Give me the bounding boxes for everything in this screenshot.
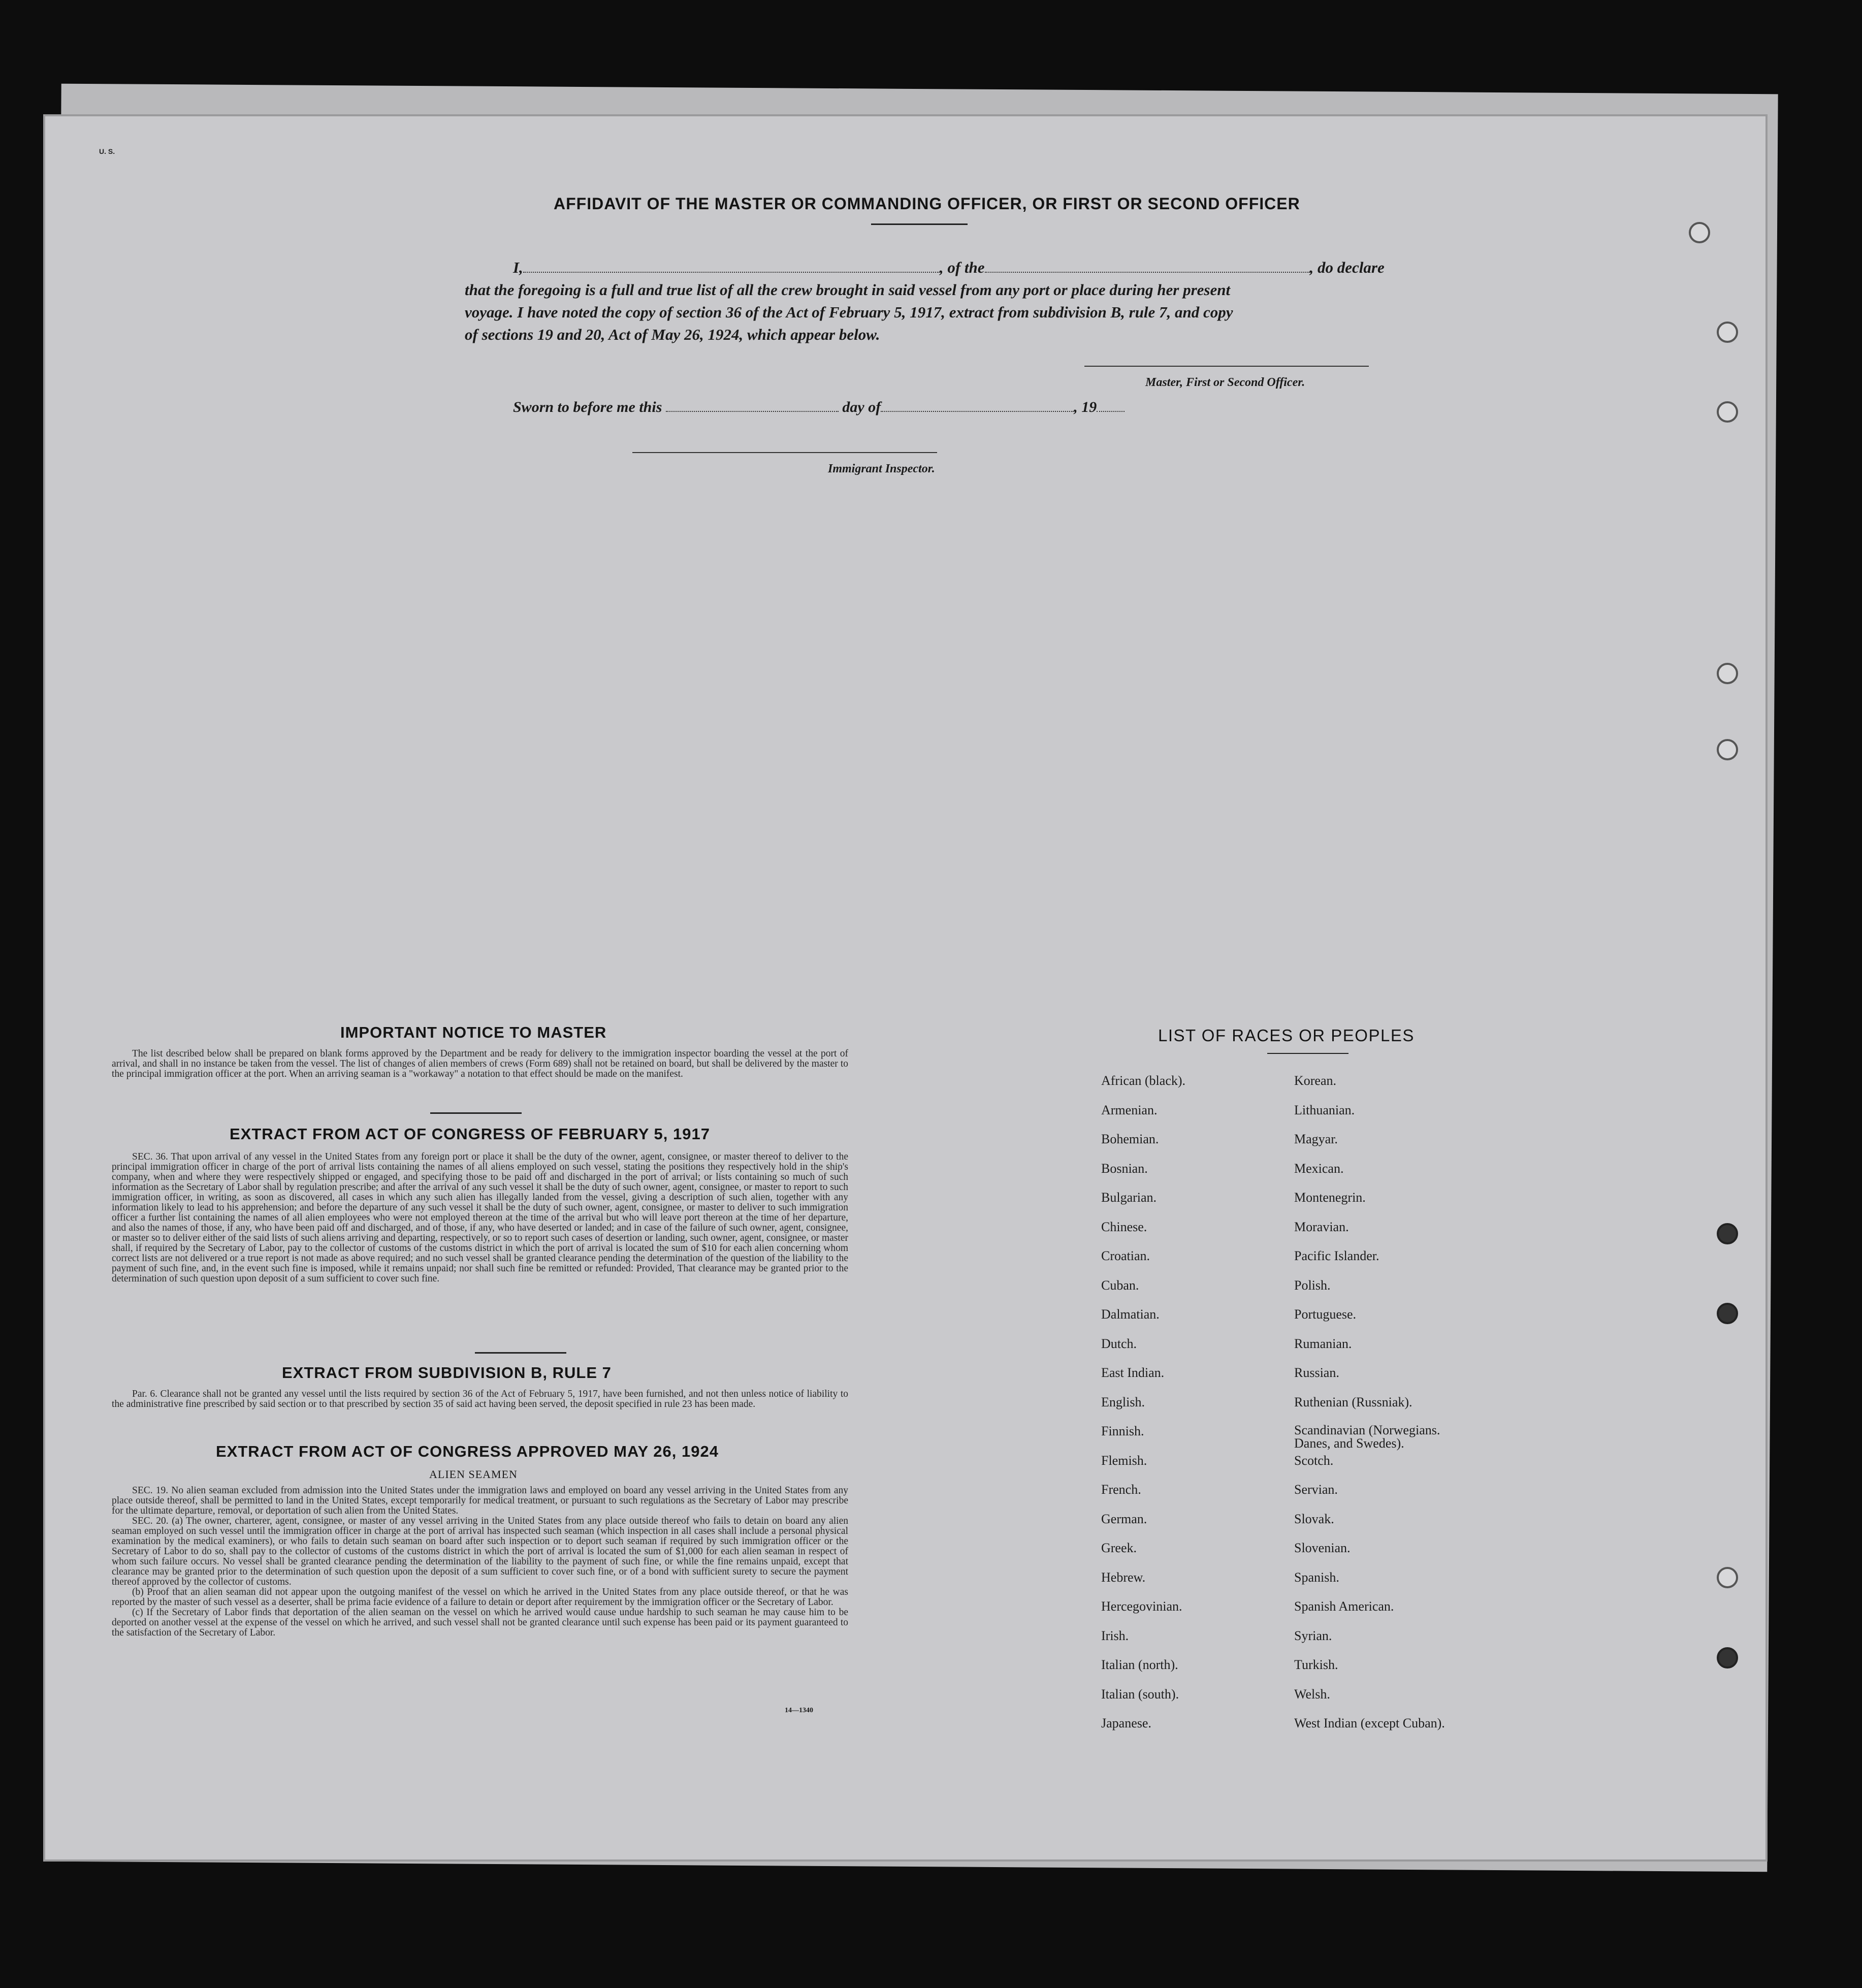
extract-1917-title: EXTRACT FROM ACT OF CONGRESS OF FEBRUARY 5, 1917 — [230, 1125, 710, 1143]
extract-1924-title: EXTRACT FROM ACT OF CONGRESS APPROVED MAY 26, 1924 — [216, 1442, 719, 1460]
sec20a-paragraph: SEC. 20. (a) The owner, charterer, agent, consignee, or master of any vessel arriving in the United States from any place outside thereof who fails to detain on board any alien seaman employed on such vessel until the immigration officer in charge at the port of arrival has inspected such seaman (which inspection in all cases shall include a personal physical examination by the medical examiners), or who fails to detain such seaman on board after such inspection or to deport such seaman if required by such immigration officer or the Secretary of Labor to do so, shall pay to the collector of customs of the customs district in which the port of arrival is located the sum of $1,000 for each alien seaman in respect of whom such failure occurs. No vessel shall be granted clearance pending the determination of the liability to the payment of such fine, or while the fine remains unpaid, except that clearance may be granted prior to the determination of such question upon the deposit of a sum sufficient to cover such fine, or of a bond with sufficient surety to secure the payment thereof approved by the collector of customs. — [112, 1516, 848, 1587]
race-item: Syrian. — [1294, 1628, 1332, 1643]
punch-hole — [1717, 401, 1738, 423]
race-item: Cuban. — [1101, 1277, 1139, 1293]
master-name-field[interactable] — [523, 272, 940, 273]
race-item: Slovenian. — [1294, 1541, 1351, 1555]
race-item: Japanese. — [1101, 1716, 1151, 1730]
race-item: French. — [1101, 1482, 1141, 1497]
race-item: Finnish. — [1101, 1424, 1144, 1438]
race-item: Bulgarian. — [1101, 1190, 1157, 1205]
affidavit-i: I, — [513, 259, 523, 276]
race-item: Turkish. — [1294, 1657, 1338, 1672]
race-item: East Indian. — [1101, 1365, 1165, 1380]
par6-paragraph: Par. 6. Clearance shall not be granted any vessel until the lists required by section 36 of the Act of February 5, 1917, have been furnished, and not then unless notice of liability to the administrative fine prescribed by said section or to that prescribed by section 35 of said act having been served, the deposit specified in rule 23 has been made. — [112, 1389, 848, 1409]
title-rule — [871, 223, 968, 225]
inspector-label: Immigrant Inspector. — [828, 462, 935, 475]
extract-1917-rule — [475, 1352, 566, 1354]
sec20c-paragraph: (c) If the Secretary of Labor finds that deportation of the alien seaman on the vessel on which he arrived would cause undue hardship to such seaman he may cause him to be deported on another vessel at the expense of the vessel on which he arrived, and such vessel shall not be granted clearance until such expense has been paid or its payment guaranteed to the satisfaction of the Secretary of Labor. — [112, 1607, 848, 1638]
race-item: Hercegovinian. — [1101, 1599, 1182, 1614]
notice-title: IMPORTANT NOTICE TO MASTER — [340, 1023, 607, 1041]
sworn-year-field[interactable] — [1097, 411, 1125, 412]
extract-1917-text — [112, 1152, 848, 1284]
race-item: Rumanian. — [1294, 1336, 1352, 1351]
edge-label: U. S. — [99, 147, 115, 155]
alien-seamen-subtitle: ALIEN SEAMEN — [429, 1468, 518, 1481]
punch-hole — [1717, 1303, 1738, 1324]
race-item: Slovak. — [1294, 1511, 1334, 1526]
race-item: English. — [1101, 1394, 1145, 1409]
race-item: Scandinavian (Norwegians. Danes, and Swedes). — [1294, 1423, 1440, 1451]
races-list — [1101, 1073, 1660, 1754]
races-title: LIST OF RACES OR PEOPLES — [1158, 1026, 1415, 1045]
punch-hole — [1717, 322, 1738, 343]
affidavit-line4: of sections 19 and 20, Act of May 26, 1924, which appear below. — [465, 326, 880, 343]
race-item: Ruthenian (Russniak). — [1294, 1394, 1412, 1409]
race-item: Russian. — [1294, 1365, 1339, 1380]
affidavit-line3: voyage. I have noted the copy of section 36 of the Act of February 5, 1917, extract from subdivision B, rule 7, and copy — [465, 303, 1233, 321]
sec20b-paragraph: (b) Proof that an alien seaman did not appear upon the outgoing manifest of the vessel on which he arrived in the United States from any place outside thereof, or that he was reported by the master of such vessel as a deserter, shall be prima facie evidence of a failure to detain or deport after requirement by the immigration officer or the Secretary of Labor. — [112, 1587, 848, 1608]
race-item: Armenian. — [1101, 1102, 1158, 1117]
extract-rule7-text — [112, 1389, 848, 1409]
sworn-prefix: Sworn to before me this — [513, 399, 662, 415]
affidavit-declare: , do declare — [1309, 259, 1385, 276]
races-right-column — [1294, 1073, 1462, 1745]
race-item: Spanish American. — [1294, 1599, 1394, 1614]
race-item: Dutch. — [1101, 1336, 1137, 1351]
race-item: Irish. — [1101, 1628, 1129, 1643]
race-item: Welsh. — [1294, 1686, 1330, 1702]
race-item: West Indian (except Cuban). — [1294, 1716, 1445, 1730]
sworn-day-of: day of — [842, 399, 881, 415]
notice-rule — [430, 1112, 522, 1114]
race-item: Lithuanian. — [1294, 1102, 1355, 1117]
form-number: 14—1340 — [785, 1707, 813, 1714]
punch-hole — [1717, 1223, 1738, 1244]
form-sheet — [43, 114, 1768, 1862]
races-rule — [1267, 1053, 1349, 1054]
race-item: Croatian. — [1101, 1248, 1150, 1263]
race-item: Mexican. — [1294, 1161, 1344, 1176]
race-item: Bosnian. — [1101, 1161, 1148, 1176]
race-item: German. — [1101, 1511, 1147, 1526]
affidavit-line1 — [465, 256, 1445, 279]
master-signature-line[interactable] — [1084, 366, 1369, 367]
race-item: Pacific Islander. — [1294, 1248, 1379, 1263]
sec19-paragraph: SEC. 19. No alien seaman excluded from admission into the United States under the immigration laws and employed on board any vessel arriving in the United States from any place outside thereof, shall be permitted to land in the United States, except temporarily for medical treatment, or pursuant to such regulations as the Secretary of Labor may prescribe for the ultimate departure, removal, or deportation of such alien from the United States. — [112, 1485, 848, 1516]
race-item: Polish. — [1294, 1277, 1331, 1293]
race-item: Chinese. — [1101, 1219, 1147, 1234]
sworn-month-field[interactable] — [881, 411, 1074, 412]
race-item: Montenegrin. — [1294, 1190, 1366, 1205]
race-item: Italian (north). — [1101, 1657, 1178, 1672]
punch-hole — [1717, 1647, 1738, 1669]
extract-rule7-title: EXTRACT FROM SUBDIVISION B, RULE 7 — [282, 1364, 612, 1382]
vessel-name-field[interactable] — [985, 272, 1310, 273]
master-signature-label: Master, First or Second Officer. — [1145, 376, 1305, 389]
affidavit-line2: that the foregoing is a full and true list of all the crew brought in said vessel from any port or place during her present — [465, 281, 1231, 299]
race-item: Italian (south). — [1101, 1686, 1179, 1702]
extract-1924-text — [112, 1486, 848, 1638]
race-item: Dalmatian. — [1101, 1307, 1160, 1322]
notice-text — [112, 1049, 848, 1079]
affidavit-of-the: , of the — [939, 259, 985, 276]
races-left-column — [1101, 1073, 1185, 1745]
race-item: Korean. — [1294, 1073, 1337, 1088]
inspector-signature-line[interactable] — [632, 452, 937, 453]
punch-hole — [1717, 739, 1738, 760]
race-item: Bohemian. — [1101, 1132, 1159, 1146]
sec36-paragraph: SEC. 36. That upon arrival of any vessel in the United States from any foreign port or place it shall be the duty of the owner, agent, consignee, or master thereof to deliver to the principal immigration officer in charge of the port of arrival lists containing the names of all aliens employed on such vessel, stating the positions they respectively hold in the ship's company, when and where they were respectively shipped or engaged, and specifying those to be paid off and discharged in the port of arrival; or lists containing so much of such information as the Secretary of Labor shall by regulation prescribe; and after the arrival of any such vessel it shall be the duty of such owner, agent, consignee, or master to report to such immigration officer, in writing, as soon as discovered, all cases in which any such alien has illegally landed from the vessel, giving a description of such alien, together with any information likely to lead to his apprehension; and before the departure of any such vessel it shall be the duty of such owner, agent, consignee, or master to deliver to such immigration officer a further list containing the names of all alien employees who were not employed thereon at the time of the arrival but who will leave port thereon at the time of her departure, and also the names of those, if any, who have been paid off and discharged, and of those, if any, who have deserted or landed; and in case of the failure of such owner, agent, consignee, or master so to deliver either of the said lists of such aliens arriving and departing, respectively, or so to report such cases of desertion or landing, such owner, agent, consignee, or master shall, if required by the Secretary of Labor, pay to the collector of customs of the customs district in which the port of arrival is located the sum of $10 for each alien concerning whom correct lists are not delivered or a true report is not made as above required; and no such vessel shall be granted clearance pending the determination of the question of the liability to the payment of such fine, and, in the event such fine is imposed, while it remains unpaid; nor shall such fine be remitted or refunded: Provided, That clearance may be granted prior to the determination of such question upon deposit of a sum sufficient to cover such fine. — [112, 1151, 848, 1284]
race-item: Servian. — [1294, 1482, 1338, 1497]
race-item: Flemish. — [1101, 1453, 1147, 1468]
affidavit-title: AFFIDAVIT OF THE MASTER OR COMMANDING OFFICER, OR FIRST OR SECOND OFFICER — [554, 195, 1300, 213]
race-item: Spanish. — [1294, 1569, 1339, 1585]
affidavit-body — [465, 256, 1445, 346]
race-item: Hebrew. — [1101, 1569, 1146, 1585]
race-item: Moravian. — [1294, 1219, 1349, 1234]
punch-hole — [1717, 1567, 1738, 1588]
race-item: Scotch. — [1294, 1453, 1334, 1468]
race-item: Magyar. — [1294, 1132, 1338, 1146]
punch-hole — [1717, 663, 1738, 684]
punch-hole — [1689, 222, 1710, 243]
race-item: Portuguese. — [1294, 1307, 1357, 1322]
sworn-year-prefix: , 19 — [1074, 399, 1097, 415]
sworn-day-field[interactable] — [666, 411, 839, 412]
notice-paragraph: The list described below shall be prepared on blank forms approved by the Department and be ready for delivery to the immigration inspector boarding the vessel at the port of arrival, and shall in no instance be taken from the vessel. The list of changes of alien members of crews (Form 689) shall not be retained on board, but shall be delivered by the master to the principal immigration officer at the port. When an arriving seaman is a "workaway" a notation to that effect should be made on the manifest. — [112, 1048, 848, 1079]
race-item: African (black). — [1101, 1073, 1186, 1088]
race-item: Greek. — [1101, 1541, 1137, 1555]
sworn-line — [513, 399, 1125, 416]
